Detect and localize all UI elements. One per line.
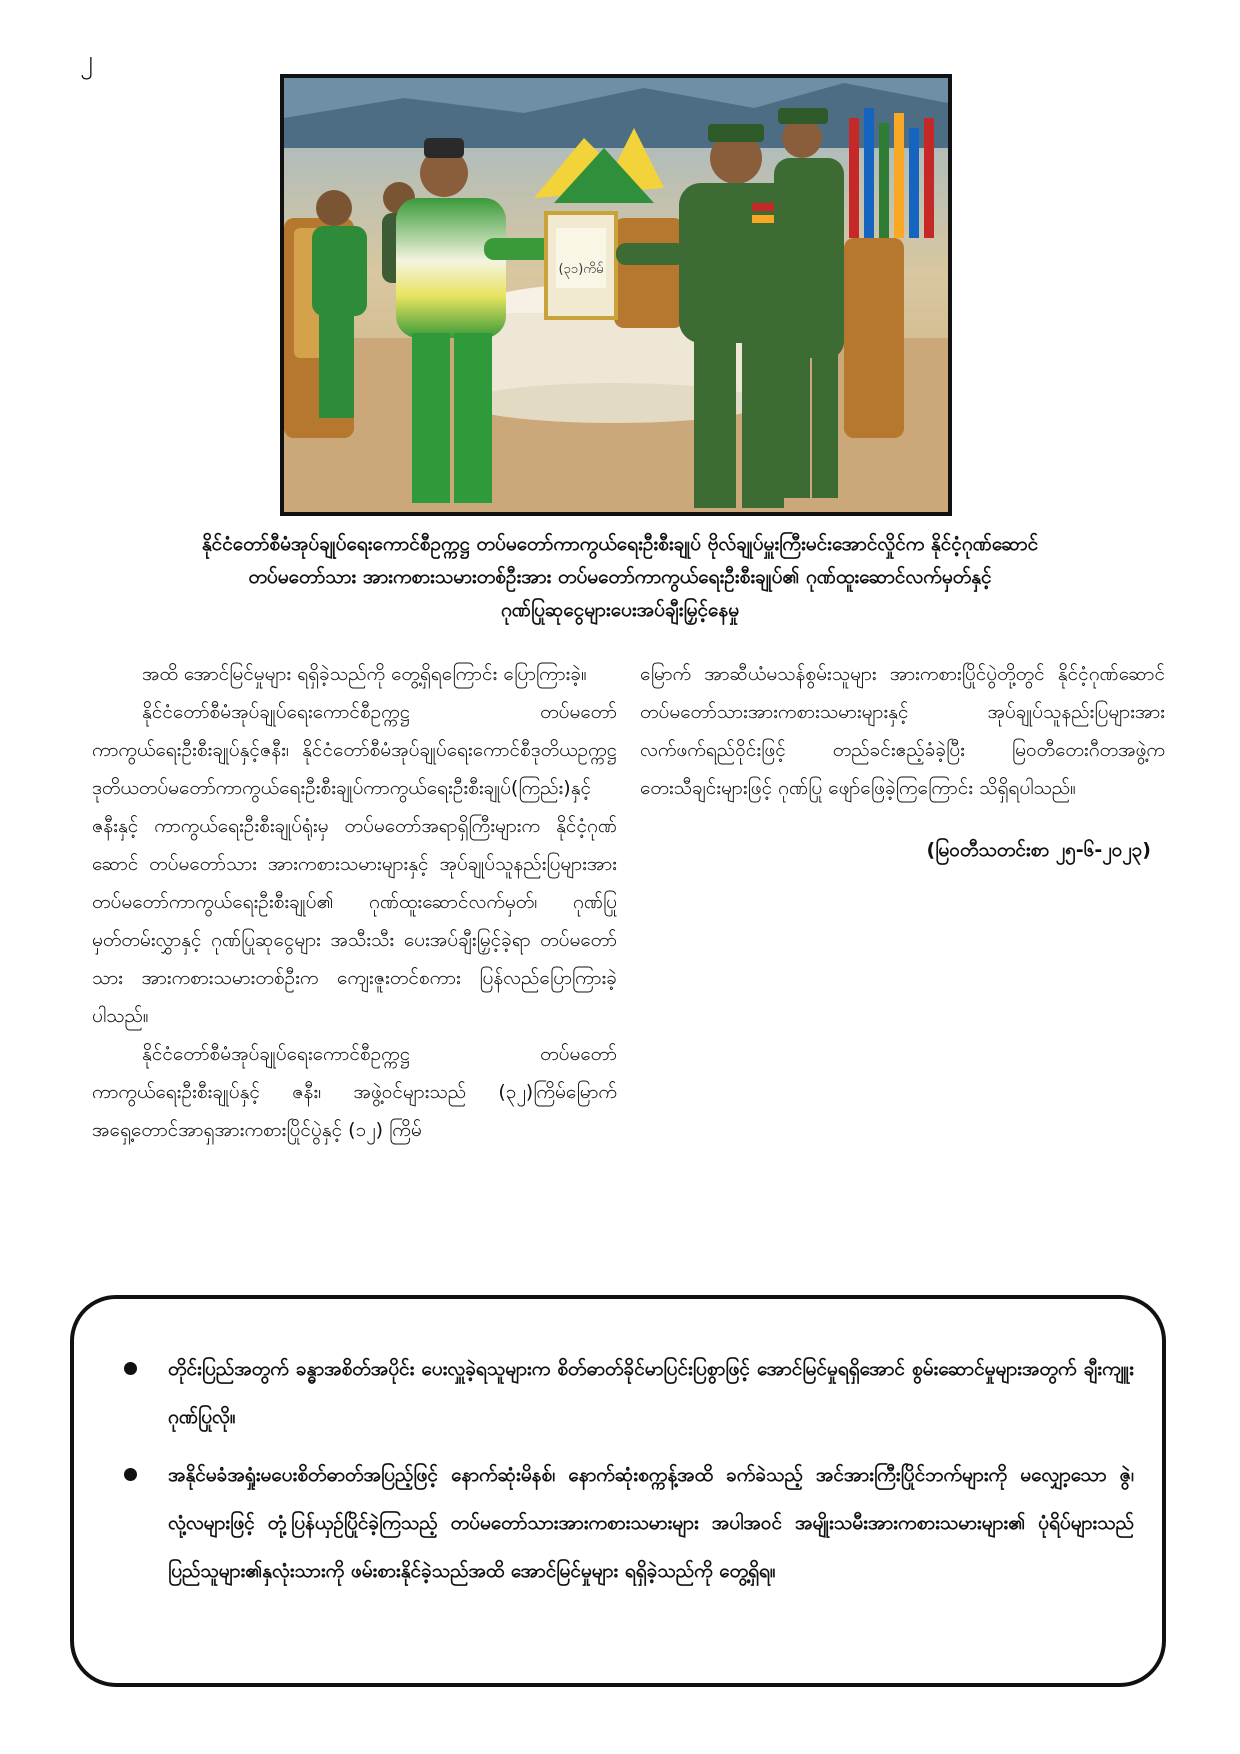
- bullet-icon: [124, 1468, 137, 1481]
- article-paragraph: မြောက် အာဆီယံမသန်စွမ်းသူများ အားကစားပြိုင်ပွဲတို့တွင် နိုင်ငံ့ဂုဏ်ဆောင် တပ်မတော်သားအားကစားသမားများနှင့် အုပ်ချုပ်သူနည်းပြများအား လက်ဖက်ရည်ဝိုင်းဖြင့် တည်ခင်းဧည့်ခံခဲ့ပြီး မြဝတီတေးဂီတအဖွဲ့က တေးသီချင်းများဖြင့် ဂုဏ်ပြု ဖျော်ဖြေခဲ့ကြကြောင်း သိရှိရပါသည်။: [640, 663, 1165, 799]
- news-source: (မြဝတီသတင်းစာ ၂၅-၆-၂၀၂၃): [926, 839, 1151, 861]
- news-photo: [280, 74, 952, 516]
- article-paragraph: နိုင်ငံတော်စီမံအုပ်ချုပ်ရေးကောင်စီဥက္ကဋ္ဌ တပ်မတော်ကာကွယ်ရေးဦးစီးချုပ်နှင့် ဇနီး၊ အဖွဲ့ဝင်များသည် (၃၂)ကြိမ်မြောက် အရှေ့တောင်အာရှအားကစားပြိုင်ပွဲနှင့် (၁၂) ကြိမ်: [92, 1043, 617, 1141]
- highlight-list: [124, 1345, 1134, 1605]
- award-ceremony-image: [284, 78, 948, 512]
- article-left-column: [92, 655, 617, 1149]
- caption-line-2: တပ်မတော်သား အားကစားသမားတစ်ဦးအား တပ်မတော်ကာကွယ်ရေးဦးစီးချုပ်၏ ဂုဏ်ထူးဆောင်လက်မှတ်နှင့်: [248, 566, 992, 588]
- caption-line-3: ဂုဏ်ပြုဆုငွေများပေးအပ်ချီးမြှင့်နေမှု: [500, 599, 740, 621]
- article-paragraph: အထိ အောင်မြင်မှုများ ရရှိခဲ့သည်ကို တွေ့ရှိရကြောင်း ပြောကြားခဲ့။: [142, 663, 587, 685]
- caption-line-1: နိုင်ငံတော်စီမံအုပ်ချုပ်ရေးကောင်စီဥက္ကဋ္ဌ တပ်မတော်ကာကွယ်ရေးဦးစီးချုပ် ဗိုလ်ချုပ်မှူးကြီးမင်းအောင်လှိုင်က နိုင်ငံ့ဂုဏ်ဆောင်: [201, 533, 1039, 555]
- article-right-column: [640, 655, 1165, 869]
- certificate-label: (၃၁)ကိမ်: [558, 262, 604, 277]
- bullet-icon: [124, 1362, 137, 1375]
- highlight-item: [124, 1345, 1134, 1441]
- page-number: ၂: [80, 45, 93, 75]
- photo-caption: [90, 528, 1150, 627]
- highlight-text: အနိုင်မခံအရှုံးမပေးစိတ်ဓာတ်အပြည့်ဖြင့် နောက်ဆုံးမိနစ်၊ နောက်ဆုံးစက္ကန့်အထိ ခက်ခဲသည့် အင်အားကြီးပြိုင်ဘက်များကို မလျှော့သော ဇွဲ၊ လုံ့လများဖြင့် တုံ့ပြန်ယှဉ်ပြိုင်ခဲ့ကြသည့် တပ်မတော်သားအားကစားသမားများ အပါအဝင် အမျိုးသမီးအားကစားသမားများ၏ ပုံရိပ်များသည် ပြည်သူများ၏နှလုံးသားကို ဖမ်းစားနိုင်ခဲ့သည်အထိ အောင်မြင်မှုများ ရရှိခဲ့သည်ကို တွေ့ရှိရ။: [168, 1464, 1134, 1582]
- highlight-box: [70, 1295, 1166, 1687]
- highlight-item: [124, 1451, 1134, 1595]
- article-paragraph: နိုင်ငံတော်စီမံအုပ်ချုပ်ရေးကောင်စီဥက္ကဋ္ဌ တပ်မတော်ကာကွယ်ရေးဦးစီးချုပ်နှင့်ဇနီး၊ နိုင်ငံတော်စီမံအုပ်ချုပ်ရေးကောင်စီဒုတိယဥက္ကဋ္ဌ ဒုတိယတပ်မတော်ကာကွယ်ရေးဦးစီးချုပ်ကာကွယ်ရေးဦးစီးချုပ်(ကြည်း)နှင့်ဇနီးနှင့် ကာကွယ်ရေးဦးစီးချုပ်ရုံးမှ တပ်မတော်အရာရှိကြီးများက နိုင်ငံ့ဂုဏ်ဆောင် တပ်မတော်သား အားကစားသမားများနှင့် အုပ်ချုပ်သူနည်းပြများအား တပ်မတော်ကာကွယ်ရေးဦးစီးချုပ်၏ ဂုဏ်ထူးဆောင်လက်မှတ်၊ ဂုဏ်ပြုမှတ်တမ်းလွှာနှင့် ဂုဏ်ပြုဆုငွေများ အသီးသီး ပေးအပ်ချီးမြှင့်ခဲ့ရာ တပ်မတော်သား အားကစားသမားတစ်ဦးက ကျေးဇူးတင်စကား ပြန်လည်ပြောကြားခဲ့ပါသည်။: [92, 701, 617, 1027]
- highlight-text: တိုင်းပြည်အတွက် ခန္ဓာအစိတ်အပိုင်း ပေးလှူခဲ့ရသူများက စိတ်ဓာတ်ခိုင်မာပြင်းပြစွာဖြင့် အောင်မြင်မှုရရှိအောင် စွမ်းဆောင်မှုများအတွက် ချီးကျူးဂုဏ်ပြုလို။: [168, 1358, 1134, 1428]
